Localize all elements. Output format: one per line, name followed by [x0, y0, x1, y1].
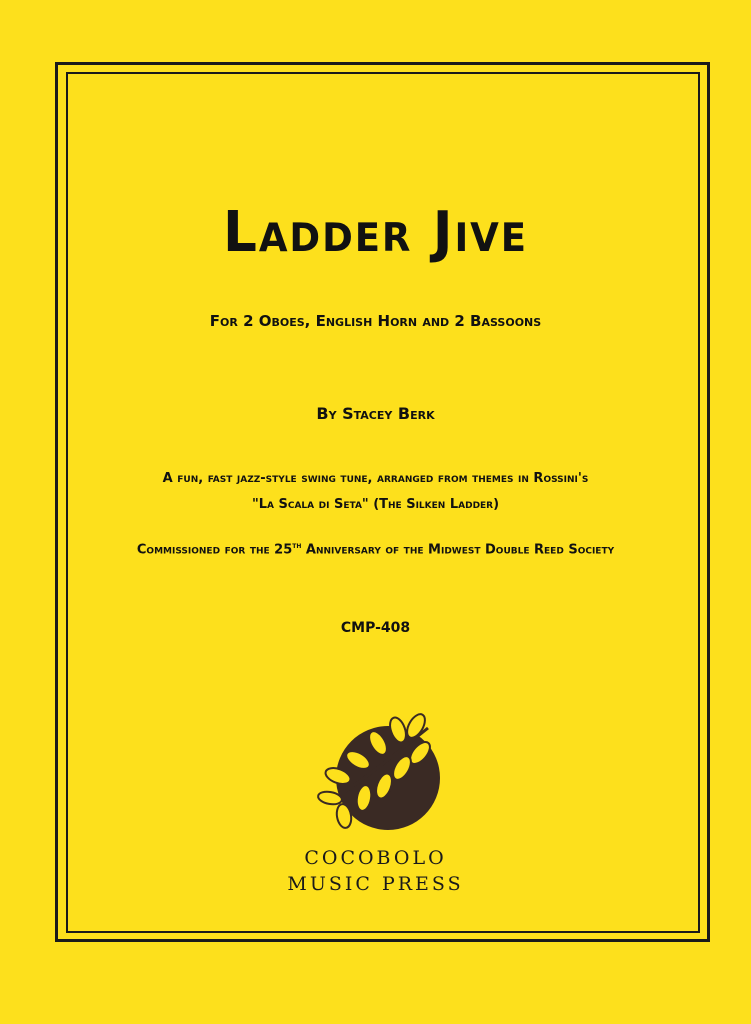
publisher-name-line-1: COCOBOLO: [304, 847, 447, 869]
publisher-logo-icon: [308, 708, 448, 838]
catalog-number: CMP-408: [340, 620, 411, 636]
commission-text: [0, 541, 751, 557]
commission-suffix: Anniversary of the Midwest Double Reed Society: [301, 542, 615, 558]
description-line-1: A fun, fast jazz-style swing tune, arranged from themes in Rossini's: [162, 471, 589, 486]
commission-ordinal: th: [292, 541, 302, 551]
composer-byline: By Stacey Berk: [316, 404, 435, 423]
publisher-name-line-2: MUSIC PRESS: [287, 873, 464, 895]
commission-prefix: Commissioned for the 25: [136, 542, 293, 558]
page-title: Ladder Jive: [223, 200, 528, 265]
instrumentation-text: For 2 Oboes, English Horn and 2 Bassoons: [209, 312, 542, 330]
description-line-2: "La Scala di Seta" (The Silken Ladder): [251, 497, 500, 512]
